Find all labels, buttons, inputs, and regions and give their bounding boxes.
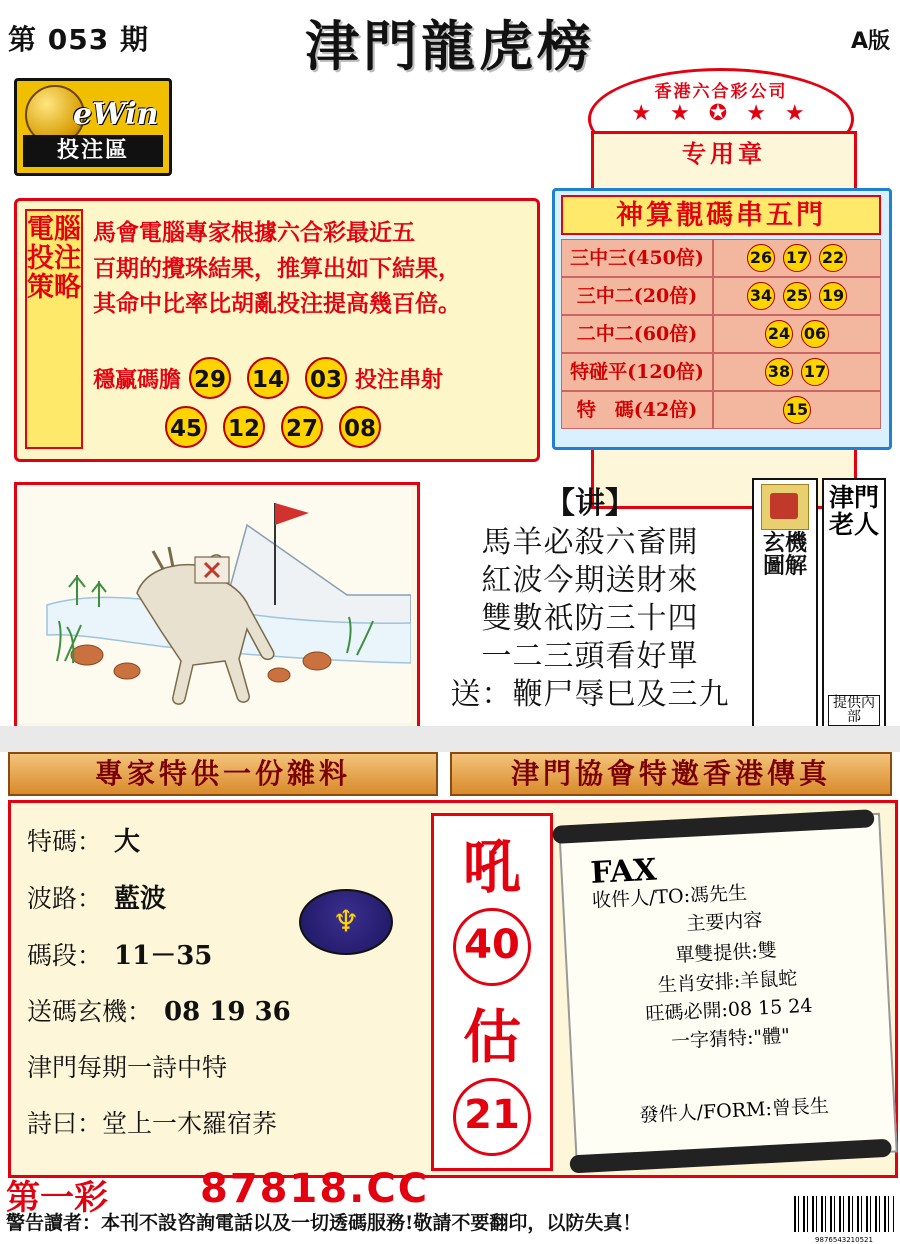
table-row bbox=[561, 315, 881, 353]
poem-line: 詩曰：堂上一木羅宿荞 bbox=[27, 1109, 278, 1138]
number-ball: 03 bbox=[305, 357, 347, 399]
verse-block bbox=[430, 478, 750, 714]
number-ball: 26 bbox=[747, 244, 775, 272]
ewin-brand-text: eWin bbox=[73, 97, 159, 132]
list-item bbox=[27, 821, 427, 858]
banner-row bbox=[8, 752, 892, 796]
strategy-line-3: 其命中比率比胡亂投注提高幾百倍。 bbox=[93, 290, 461, 318]
page-header bbox=[0, 0, 900, 78]
barcode bbox=[794, 1196, 894, 1244]
strategy-line-2: 百期的攪珠結果，推算出如下結果， bbox=[93, 254, 461, 282]
number-ball: 38 bbox=[765, 358, 793, 386]
edition-label: A版 bbox=[850, 29, 890, 54]
scroll-bottom-bar bbox=[569, 1139, 892, 1174]
number-ball: 08 bbox=[339, 406, 381, 448]
scroll-top-bar bbox=[552, 809, 875, 844]
row-balls bbox=[713, 277, 881, 315]
fax-recipient: 收件人/TO:馮先生 bbox=[591, 881, 748, 912]
fax-title: FAX bbox=[589, 852, 658, 892]
row-label: 特碰平(120倍) bbox=[561, 353, 713, 391]
special-char-1: 吼 bbox=[462, 833, 521, 901]
tip-value: 藍波 bbox=[114, 884, 167, 914]
strategy-left-label: 穩赢碼膽 bbox=[93, 366, 182, 393]
special-char-2: 估 bbox=[462, 1003, 521, 1071]
ewin-sub-label: 投注區 bbox=[23, 135, 163, 167]
row-label: 三中三(450倍) bbox=[561, 239, 713, 277]
strategy-right-label: 投注串射 bbox=[355, 366, 444, 393]
tips-list bbox=[27, 821, 427, 1160]
number-ball: 27 bbox=[281, 406, 323, 448]
number-ball: 15 bbox=[783, 396, 811, 424]
barcode-number: 9876543210521 bbox=[815, 1236, 873, 1244]
tip-value: 11－35 bbox=[114, 941, 213, 971]
stamp-bottom-text: 专用章 bbox=[591, 131, 857, 509]
banner-right: 津門協會特邀香港傳真 bbox=[450, 752, 892, 796]
strategy-box bbox=[14, 198, 540, 462]
number-ball: 12 bbox=[223, 406, 265, 448]
special-number-2: 21 bbox=[453, 1078, 531, 1156]
number-ball: 17 bbox=[801, 358, 829, 386]
verse-line: 雙數祇防三十四 bbox=[481, 601, 699, 637]
ewin-logo bbox=[14, 78, 172, 176]
fax-body-line: 一字猜特:"體" bbox=[670, 1024, 791, 1053]
table-row bbox=[561, 277, 881, 315]
stamp-stars-icon: ★ ★ ✪ ★ ★ bbox=[631, 101, 811, 126]
verse-line: 紅波今期送財來 bbox=[481, 563, 699, 599]
list-item bbox=[27, 992, 427, 1028]
number-ball: 24 bbox=[765, 320, 793, 348]
strategy-numbers-row-1 bbox=[93, 357, 529, 399]
row-label: 二中二(60倍) bbox=[561, 315, 713, 353]
row-balls bbox=[713, 315, 881, 353]
divider bbox=[0, 726, 900, 752]
bottom-panel bbox=[8, 800, 898, 1178]
tip-key: 波路： bbox=[27, 884, 103, 913]
tip-key: 送碼玄機： bbox=[27, 997, 153, 1026]
row-balls bbox=[713, 353, 881, 391]
table-row bbox=[561, 353, 881, 391]
strategy-text bbox=[93, 215, 529, 322]
special-number-column bbox=[431, 813, 553, 1171]
number-ball: 34 bbox=[747, 282, 775, 310]
tip-value: 大 bbox=[114, 827, 141, 857]
laoren-label: 津門老人 bbox=[828, 483, 879, 539]
number-ball: 29 bbox=[189, 357, 231, 399]
fax-body bbox=[566, 931, 890, 1061]
laoren-box bbox=[822, 478, 886, 732]
strategy-numbers-row-2 bbox=[157, 406, 537, 448]
laoren-note: 提供內部 bbox=[828, 695, 880, 726]
verse-heading: 【讲】 bbox=[545, 486, 635, 521]
xuanji-label: 玄機圖解 bbox=[762, 530, 807, 580]
number-ball: 22 bbox=[819, 244, 847, 272]
table-row bbox=[561, 391, 881, 429]
poem-title: 津門每期一詩中特 bbox=[27, 1053, 228, 1082]
strategy-vertical-label: 電腦投注策略 bbox=[25, 209, 83, 449]
horse-drawing-icon bbox=[17, 485, 411, 723]
site-bar bbox=[0, 1166, 900, 1218]
emblem-glyph: ♆ bbox=[332, 904, 360, 940]
number-ball: 06 bbox=[801, 320, 829, 348]
verse-line: 馬羊必殺六畜開 bbox=[481, 525, 699, 560]
fax-note bbox=[558, 813, 897, 1169]
page-title: 津門龍虎榜 bbox=[305, 14, 595, 78]
tip-value: 08 19 36 bbox=[164, 997, 291, 1027]
fax-subject: 主要内容 bbox=[685, 909, 763, 936]
fax-body-line: 旺碼必開:08 15 24 bbox=[645, 994, 813, 1026]
row-label: 特 碼(42倍) bbox=[561, 391, 713, 429]
fax-sender: 發件人/FORM:曾長生 bbox=[639, 1094, 830, 1127]
row-balls bbox=[713, 391, 881, 429]
tip-key: 碼段： bbox=[27, 941, 103, 970]
site-url[interactable]: 87818.CC bbox=[200, 1166, 430, 1212]
trident-emblem-icon bbox=[299, 889, 393, 955]
banner-left: 專家特供一份雜料 bbox=[8, 752, 438, 796]
prediction-table-title: 神算靚碼串五門 bbox=[561, 195, 881, 235]
verse-line: 一二三頭看好單 bbox=[481, 639, 699, 675]
fax-body-line: 生肖安排:羊鼠蛇 bbox=[657, 966, 798, 997]
xuanji-box bbox=[752, 478, 818, 732]
site-brand: 第一彩 bbox=[6, 1178, 108, 1218]
tip-key: 特碼： bbox=[27, 827, 103, 856]
table-row bbox=[561, 239, 881, 277]
horse-illustration bbox=[14, 482, 420, 732]
prediction-table bbox=[552, 188, 892, 450]
fax-body-line: 單雙提供:雙 bbox=[674, 939, 778, 967]
row-label: 三中二(20倍) bbox=[561, 277, 713, 315]
number-ball: 14 bbox=[247, 357, 289, 399]
strategy-line-1: 馬會電腦專家根據六合彩最近五 bbox=[93, 219, 415, 246]
verse-line: 送：鞭尸辱巳及三九 bbox=[450, 677, 730, 713]
number-ball: 25 bbox=[783, 282, 811, 310]
special-number-1: 40 bbox=[453, 908, 531, 986]
stamp-arc-text: 香港六合彩公司 bbox=[654, 82, 788, 102]
number-ball: 45 bbox=[165, 406, 207, 448]
row-balls bbox=[713, 239, 881, 277]
seal-icon bbox=[761, 484, 809, 530]
official-stamp bbox=[588, 68, 854, 170]
number-ball: 19 bbox=[819, 282, 847, 310]
warning-text: 警告讀者：本刊不設咨詢電話以及一切透碼服務!敬請不要翻印，以防失真！ bbox=[6, 1212, 642, 1234]
issue-number: 第 053 期 bbox=[8, 23, 149, 56]
number-ball: 17 bbox=[783, 244, 811, 272]
